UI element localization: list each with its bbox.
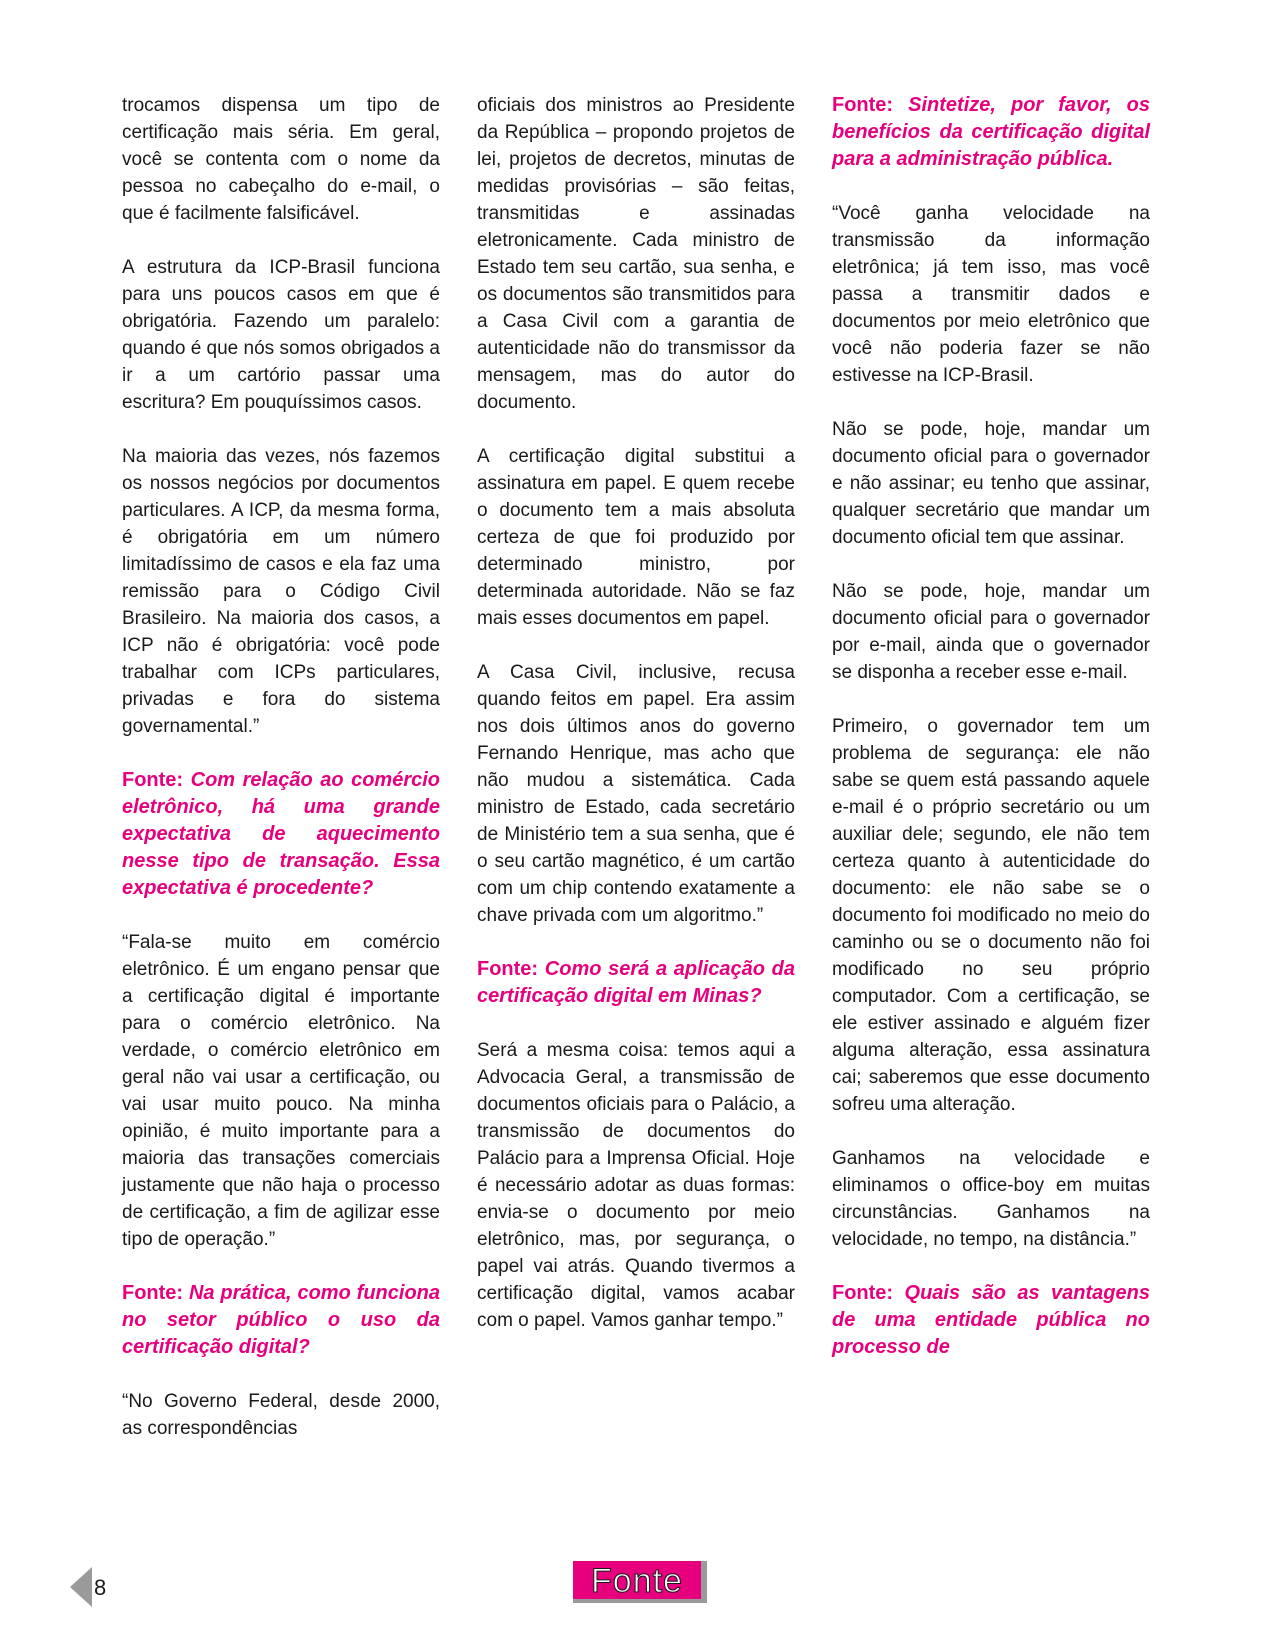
interview-question (122, 1280, 440, 1361)
question-text: Quais são as vantagens de uma entidade pública no processo de (832, 1282, 1150, 1358)
paragraph: Não se pode, hoje, mandar um documento oficial para o governador por e-mail, ainda que o governador se disponha a receber esse e-mail. (832, 581, 1150, 683)
paragraph: “Fala-se muito em comércio eletrônico. É um engano pensar que a certificação digital é importante para o comércio eletrônico. Na verdade, o comércio eletrônico em geral não vai usar a certificação, ou vai usar muito pouco. Na minha opinião, é muito importante para a maioria das transações comerciais justamente que não haja o processo de certificação, a fim de agilizar esse tipo de operação.” (122, 932, 440, 1250)
question-text: Sintetize, por favor, os benefícios da certificação digital para a administração pública. (832, 94, 1150, 170)
question-label: Fonte: (477, 958, 539, 980)
paragraph: oficiais dos ministros ao Presidente da República – propondo projetos de lei, projetos de decretos, minutas de medidas provisórias – são feitas, transmitidas e assinadas eletronicamente. Cada ministro de Estado tem seu cartão, sua senha, e os documentos são transmitidos para a Casa Civil com a garantia de autenticidade não do transmissor da mensagem, mas do autor do documento. (477, 95, 795, 413)
paragraph: Primeiro, o governador tem um problema de segurança: ele não sabe se quem está passando aquele e-mail é o próprio secretário ou um auxiliar dele; segundo, ele não tem certeza quanto à autenticidade do documento: ele não sabe se o documento foi modificado no meio do caminho ou se o documento não foi modificado no seu próprio computador. Com a certificação, se ele estiver assinado e alguém fizer alguma alteração, essa assinatura cai; saberemos que esse documento sofreu uma alteração. (832, 716, 1150, 1115)
fonte-logo (573, 1561, 707, 1603)
paragraph: A Casa Civil, inclusive, recusa quando feitos em papel. Era assim nos dois últimos anos do governo Fernando Henrique, mas acho que não mudou a sistemática. Cada ministro de Estado, cada secretário de Ministério tem a sua senha, que é o seu cartão magnético, é um cartão com um chip contendo exatamente a chave privada com um algoritmo.” (477, 662, 795, 926)
paragraph: Ganhamos na velocidade e eliminamos o office-boy em muitas circunstâncias. Ganhamos na velocidade, no tempo, na distância.” (832, 1148, 1150, 1250)
interview-question (122, 767, 440, 902)
paragraph: “No Governo Federal, desde 2000, as correspondências (122, 1391, 440, 1439)
page-number-marker (70, 1567, 110, 1607)
column-2 (477, 92, 795, 1334)
paragraph: Não se pode, hoje, mandar um documento oficial para o governador e não assinar; eu tenho que assinar, qualquer secretário que mandar um documento oficial tem que assinar. (832, 419, 1150, 548)
paragraph: A estrutura da ICP-Brasil funciona para uns poucos casos em que é obrigatória. Fazendo um paralelo: quando é que nós somos obrigados a ir a um cartório passar uma escritura? Em pouquíssimos casos. (122, 257, 440, 413)
column-3 (832, 92, 1150, 1361)
question-label: Fonte: (832, 1282, 894, 1304)
paragraph: A certificação digital substitui a assinatura em papel. E quem recebe o documento tem a mais absoluta certeza de que foi produzido por determinado ministro, por determinada autoridade. Não se faz mais esses documentos em papel. (477, 446, 795, 629)
interview-question (477, 956, 795, 1010)
question-label: Fonte: (122, 769, 184, 791)
question-label: Fonte: (122, 1282, 184, 1304)
question-text: Na prática, como funciona no setor público o uso da certificação digital? (122, 1282, 440, 1358)
interview-question (832, 1280, 1150, 1361)
paragraph: Será a mesma coisa: temos aqui a Advocacia Geral, a transmissão de documentos oficiais para o Palácio, a transmissão de documentos do Palácio para a Imprensa Oficial. Hoje é necessário adotar as duas formas: envia-se o documento por meio eletrônico, mas, por segurança, o papel vai atrás. Quando tivermos a certificação digital, vamos acabar com o papel. Vamos ganhar tempo.” (477, 1040, 795, 1331)
question-label: Fonte: (832, 94, 894, 116)
column-1 (122, 92, 440, 1442)
page-number: 8 (94, 1575, 107, 1600)
interview-question (832, 92, 1150, 173)
paragraph: “Você ganha velocidade na transmissão da informação eletrônica; já tem isso, mas você passa a transmitir dados e documentos por meio eletrônico que você não poderia fazer se não estivesse na ICP-Brasil. (832, 203, 1150, 386)
paragraph: Na maioria das vezes, nós fazemos os nossos negócios por documentos particulares. A ICP, da mesma forma, é obrigatória em um número limitadíssimo de casos e ela faz uma remissão para o Código Civil Brasileiro. Na maioria dos casos, a ICP não é obrigatória: você pode trabalhar com ICPs particulares, privadas e fora do sistema governamental.” (122, 446, 440, 737)
logo-text: Fonte (591, 1562, 683, 1600)
paragraph: trocamos dispensa um tipo de certificação mais séria. Em geral, você se contenta com o nome da pessoa no cabeçalho do e-mail, o que é facilmente falsificável. (122, 95, 440, 224)
question-text: Como será a aplicação da certificação digital em Minas? (477, 958, 795, 1007)
question-text: Com relação ao comércio eletrônico, há uma grande expectativa de aquecimento nesse tipo de transação. Essa expectativa é procedente? (122, 769, 440, 899)
